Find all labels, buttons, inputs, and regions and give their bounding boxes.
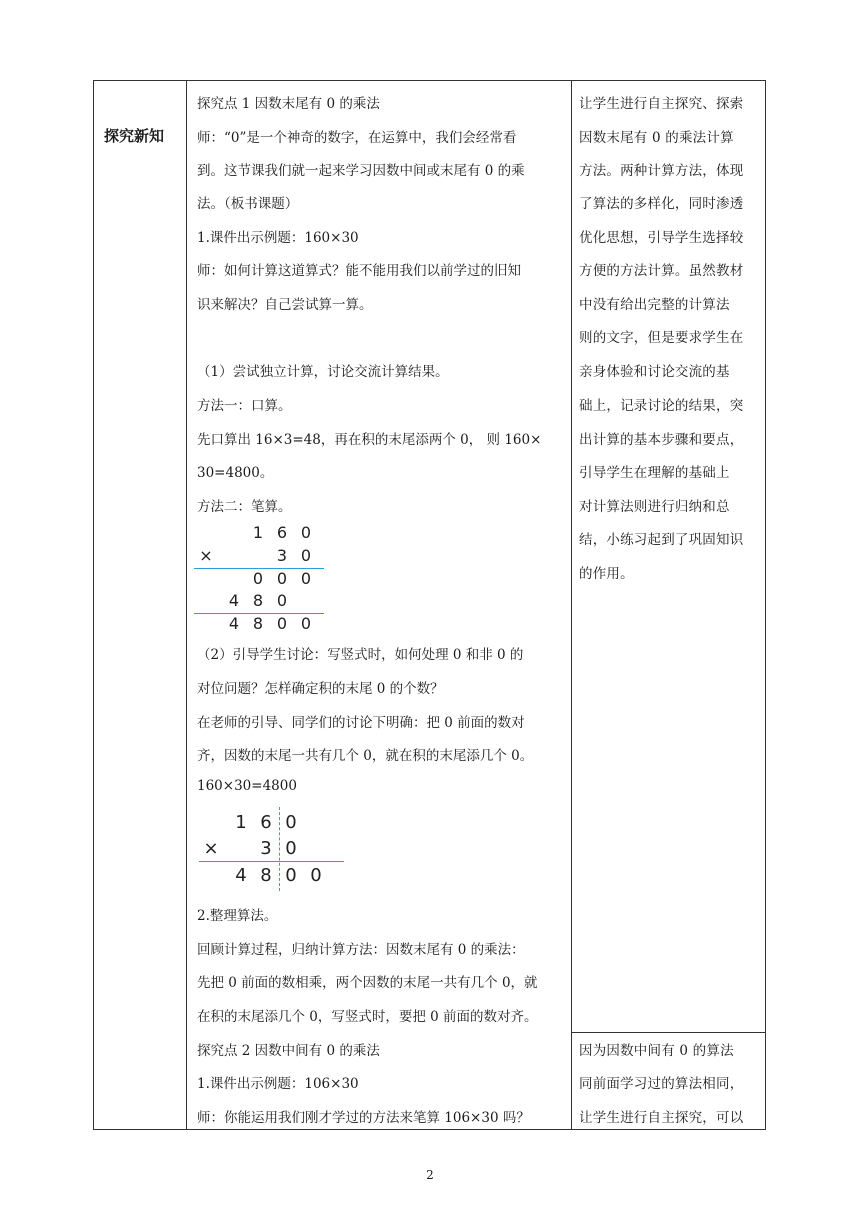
text-line: 1.课件出示例题：160×30 (197, 230, 359, 246)
digit: 8 (260, 865, 272, 886)
note-line: 则的文字，但是要求学生在 (579, 330, 744, 346)
digit: 1 (252, 523, 264, 542)
row-divider-right (571, 1032, 765, 1033)
vertical-calculation-2 (199, 807, 359, 893)
digit: 0 (285, 838, 297, 859)
digit: 0 (276, 614, 288, 633)
alignment-guide (279, 807, 280, 891)
note-line: 优化思想，引导学生选择较 (579, 230, 744, 246)
note-line: 方法。两种计算方法，体现 (579, 163, 744, 179)
digit: 0 (276, 569, 288, 588)
text-line: 在老师的引导、同学们的讨论下明确：把 0 前面的数对 (197, 715, 525, 731)
text-line: 师：如何计算这道算式？能不能用我们以前学过的旧知 (197, 263, 521, 279)
note-line: 引导学生在理解的基础上 (579, 465, 730, 481)
text-line: 30=4800。 (197, 465, 274, 481)
note-line: 中没有给出完整的计算法 (579, 297, 730, 313)
text-line: 先把 0 前面的数相乘，两个因数的末尾一共有几个 0，就 (197, 975, 538, 991)
note-line: 了算法的多样化，同时渗透 (579, 196, 744, 212)
text-line: 方法二：笔算。 (197, 499, 292, 515)
text-line: 1.课件出示例题：106×30 (197, 1076, 359, 1092)
section-label: 探究新知 (104, 127, 165, 145)
text-line: （2）引导学生讨论：写竖式时，如何处理 0 和非 0 的 (197, 647, 524, 663)
text-line: （1）尝试独立计算，讨论交流计算结果。 (197, 364, 449, 380)
note-line: 对计算法则进行归纳和总 (579, 499, 730, 515)
digit: 0 (285, 865, 297, 886)
note-line: 的作用。 (579, 566, 634, 582)
digit: 6 (276, 523, 288, 542)
digit: 0 (310, 865, 322, 886)
text-line: 在积的末尾添几个 0，写竖式时，要把 0 前面的数对齐。 (197, 1009, 538, 1025)
digit: 3 (276, 546, 288, 565)
text-line: 识来解决？自己尝试算一算。 (197, 297, 373, 313)
digit: 0 (252, 569, 264, 588)
text-line: 方法一：口算。 (197, 398, 292, 414)
note-line: 因数末尾有 0 的乘法计算 (579, 130, 734, 146)
digit: 3 (260, 838, 272, 859)
note-line: 结，小练习起到了巩固知识 (579, 532, 744, 548)
text-line: 回顾计算过程，归纳计算方法：因数末尾有 0 的乘法： (197, 942, 525, 958)
digit: 4 (235, 865, 247, 886)
text-line: 师：“0”是一个神奇的数字，在运算中，我们会经常看 (197, 130, 517, 146)
note-line: 出计算的基本步骤和要点， (579, 432, 744, 448)
text-line: 先口算出 16×3=48，再在积的末尾添两个 0， 则 160× (197, 432, 542, 448)
digit: 0 (300, 546, 312, 565)
digit: 8 (252, 591, 264, 610)
text-line: 探究点 2 因数中间有 0 的乘法 (197, 1043, 380, 1059)
vertical-calculation-1 (194, 523, 334, 635)
note-line: 因为因数中间有 0 的算法 (579, 1043, 734, 1059)
text-line: 到。这节课我们就一起来学习因数中间或末尾有 0 的乘 (197, 163, 525, 179)
text-line: 2.整理算法。 (197, 908, 278, 924)
text-line: 法。（板书课题） (197, 196, 299, 212)
text-line: 160×30=4800 (197, 778, 297, 794)
note-line: 让学生进行自主探究、探索 (579, 96, 744, 112)
sum-line (199, 861, 344, 862)
note-line: 亲身体验和讨论交流的基 (579, 364, 730, 380)
digit: 0 (285, 812, 297, 833)
text-line: 齐，因数的末尾一共有几个 0，就在积的末尾添几个 0。 (197, 748, 534, 764)
lesson-table (93, 80, 766, 1130)
column-divider-1 (186, 81, 187, 1129)
column-divider-2 (571, 81, 572, 1129)
note-line: 础上，记录讨论的结果，突 (579, 398, 744, 414)
text-line: 探究点 1 因数末尾有 0 的乘法 (197, 96, 380, 112)
times-sign: × (203, 838, 219, 859)
digit: 1 (235, 812, 247, 833)
times-sign: × (199, 546, 213, 565)
note-line: 让学生进行自主探究，可以 (579, 1110, 744, 1126)
digit: 0 (300, 614, 312, 633)
note-line: 同前面学习过的算法相同， (579, 1076, 744, 1092)
digit: 4 (228, 614, 240, 633)
digit: 0 (276, 591, 288, 610)
digit: 8 (252, 614, 264, 633)
text-line: 师：你能运用我们刚才学过的方法来笔算 106×30 吗？ (197, 1110, 530, 1126)
digit: 6 (260, 812, 272, 833)
digit: 0 (300, 569, 312, 588)
note-line: 方便的方法计算。虽然教材 (579, 263, 744, 279)
page-number: 2 (426, 1168, 434, 1182)
digit: 0 (300, 523, 312, 542)
digit: 4 (228, 591, 240, 610)
text-line: 对位问题？怎样确定积的末尾 0 的个数？ (197, 681, 444, 697)
